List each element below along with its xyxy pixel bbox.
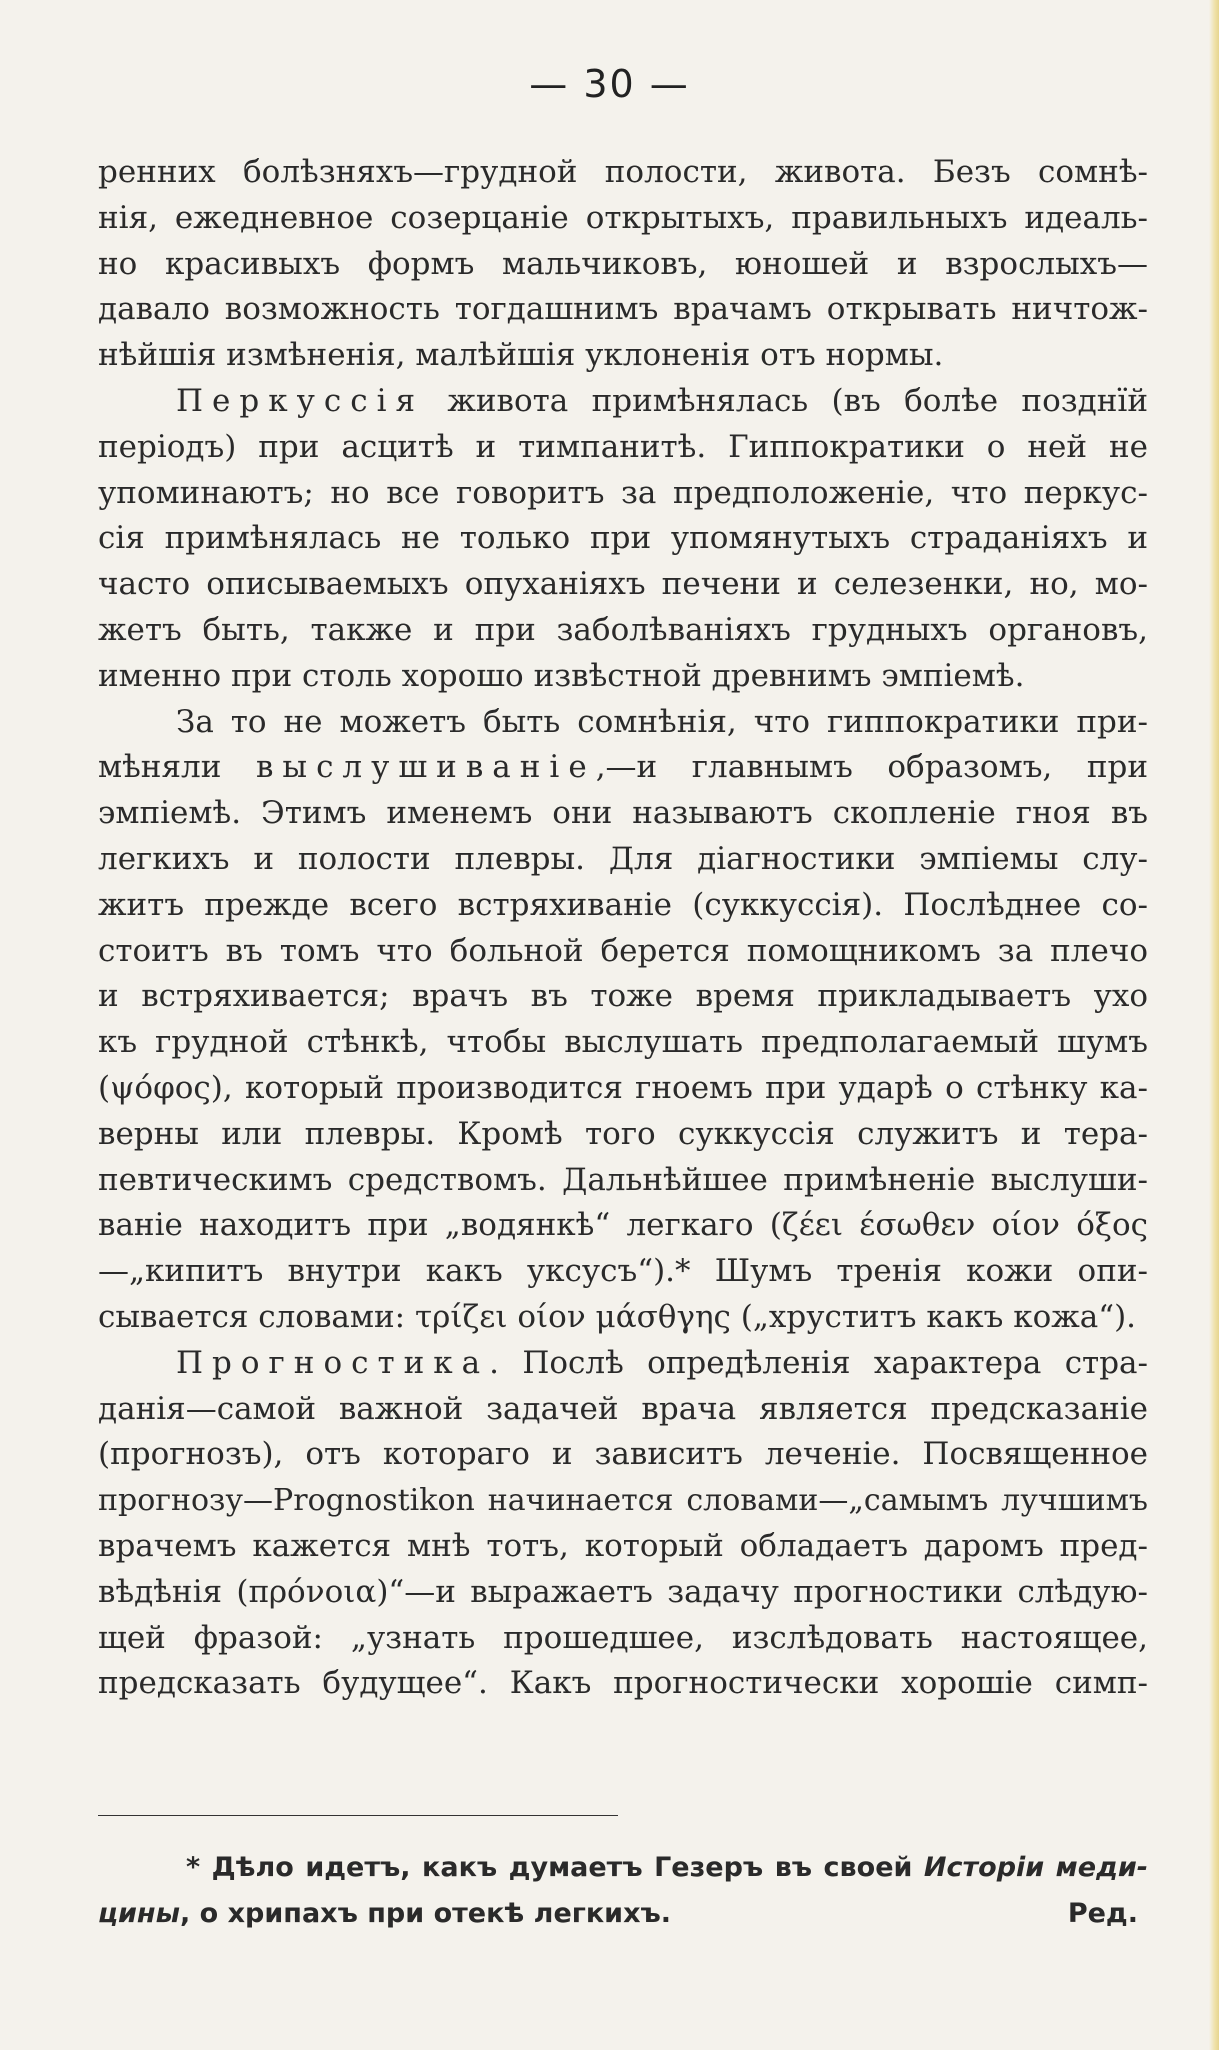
footnote-title-italic-end: цины: [98, 1898, 181, 1929]
text-line: сія примѣнялась не только при упомянутыхъ страданіяхъ и: [98, 520, 1148, 557]
text-line: За то не можетъ быть сомнѣнія, что гиппократики при-: [176, 703, 1148, 740]
text-line: часто описываемыхъ опуханіяхъ печени и селезенки, но, мо-: [98, 566, 1148, 603]
footnote-divider: [98, 1815, 618, 1816]
text-line: ренних болѣзняхъ—грудной полости, живота. Безъ сомнѣ-: [98, 154, 1148, 190]
text-line: житъ прежде всего встряхиваніе (суккуссія). Послѣднее со-: [98, 886, 1148, 923]
spaced-emphasis: выслушиваніе: [255, 749, 596, 786]
text-line: нѣйшія измѣненія, малѣйшія уклоненія отъ нормы.: [98, 337, 944, 374]
text-line: ваніе находитъ при „водянкѣ“ легкаго (ζέει έσωθεν οίον όξος: [98, 1207, 1148, 1244]
footnote: [98, 1845, 1148, 1937]
text-line: предсказать будущее“. Какъ прогностически хорошіе симп-: [98, 1665, 1148, 1702]
text-line: именно при столь хорошо извѣстной древнимъ эмпіемѣ.: [98, 657, 1025, 694]
text-line: но красивыхъ формъ мальчиковъ, юношей и взрослыхъ—: [98, 245, 1148, 282]
line-pre: мѣняли: [98, 749, 256, 786]
text-line: и встряхивается; врачъ въ тоже время прикладываетъ ухо: [98, 978, 1148, 1015]
text-line: данія—самой важной задачей врача является предсказаніе: [98, 1390, 1148, 1427]
text-line: врачемъ кажется мнѣ тотъ, который обладаетъ даромъ пред-: [98, 1527, 1148, 1564]
footnote-text: * Дѣло идетъ, какъ думаетъ Гезеръ въ своей: [186, 1852, 913, 1883]
main-text: [98, 150, 1148, 1707]
line-post: ,—и главнымъ образомъ, при: [595, 749, 1148, 786]
text-line: вѣдѣнія (πρόνοια)“—и выражаетъ задачу прогностики слѣдую-: [98, 1573, 1148, 1610]
line-rest: живота примѣнялась (въ болѣе позднїй: [424, 382, 1148, 419]
text-line: сывается словами: τρίζει οίον μάσθγης („хруститъ какъ кожа“).: [98, 1298, 1137, 1335]
text-line: —„кипитъ внутри какъ уксусъ“).* Шумъ тренія кожи опи-: [98, 1253, 1148, 1290]
spaced-emphasis: Перкуссія: [176, 382, 425, 419]
page-edge: [1209, 0, 1219, 2050]
text-line: [98, 379, 1148, 425]
text-line: давало возможность тогдашнимъ врачамъ открывать ничтож-: [98, 291, 1148, 328]
footnote-text-end: , о хрипахъ при отекѣ легкихъ.: [180, 1898, 672, 1929]
footnote-line-2: [98, 1891, 1148, 1937]
text-line: эмпіемѣ. Этимъ именемъ они называютъ скопленіе гноя въ: [98, 795, 1148, 832]
text-line: періодъ) при асцитѣ и тимпанитѣ. Гиппократики о ней не: [98, 428, 1148, 465]
spaced-emphasis: Прогностика: [176, 1344, 490, 1381]
text-line: жетъ быть, также и при заболѣваніяхъ грудныхъ органовъ,: [98, 611, 1148, 648]
text-line: щей фразой: „узнать прошедшее, изслѣдовать настоящее,: [98, 1619, 1148, 1656]
text-line: нія, ежедневное созерцаніе открытыхъ, правильныхъ идеаль-: [98, 199, 1148, 236]
text-line: певтическимъ средствомъ. Дальнѣйшее примѣненіе выслуши-: [98, 1161, 1148, 1198]
text-line: [98, 1341, 1148, 1387]
line-rest: . Послѣ опредѣленія характера стра-: [489, 1344, 1148, 1381]
footnote-line-1: [98, 1845, 1148, 1891]
editor-signature: Ред.: [1067, 1898, 1138, 1929]
text-line: прогнозу—Prognostikon начинается словами—„самымъ лучшимъ: [98, 1483, 1148, 1519]
text-line: легкихъ и полости плевры. Для діагностики эмпіемы слу-: [98, 840, 1148, 877]
text-line: къ грудной стѣнкѣ, чтобы выслушать предполагаемый шумъ: [98, 1024, 1148, 1061]
text-line: упоминаютъ; но все говоритъ за предположеніе, что перкус-: [98, 474, 1148, 511]
text-line: (прогнозъ), отъ котораго и зависитъ леченіе. Посвященное: [98, 1436, 1148, 1473]
page-number: — 30 —: [529, 62, 690, 106]
text-line: верны или плевры. Кромѣ того суккуссія служитъ и тера-: [98, 1115, 1148, 1152]
text-line: [98, 745, 1148, 791]
footnote-title-italic: Исторіи меди-: [923, 1852, 1148, 1883]
text-line: стоитъ въ томъ что больной берется помощникомъ за плечо: [98, 932, 1148, 969]
text-line: (ψόφος), который производится гноемъ при ударѣ о стѣнку ка-: [98, 1069, 1148, 1106]
